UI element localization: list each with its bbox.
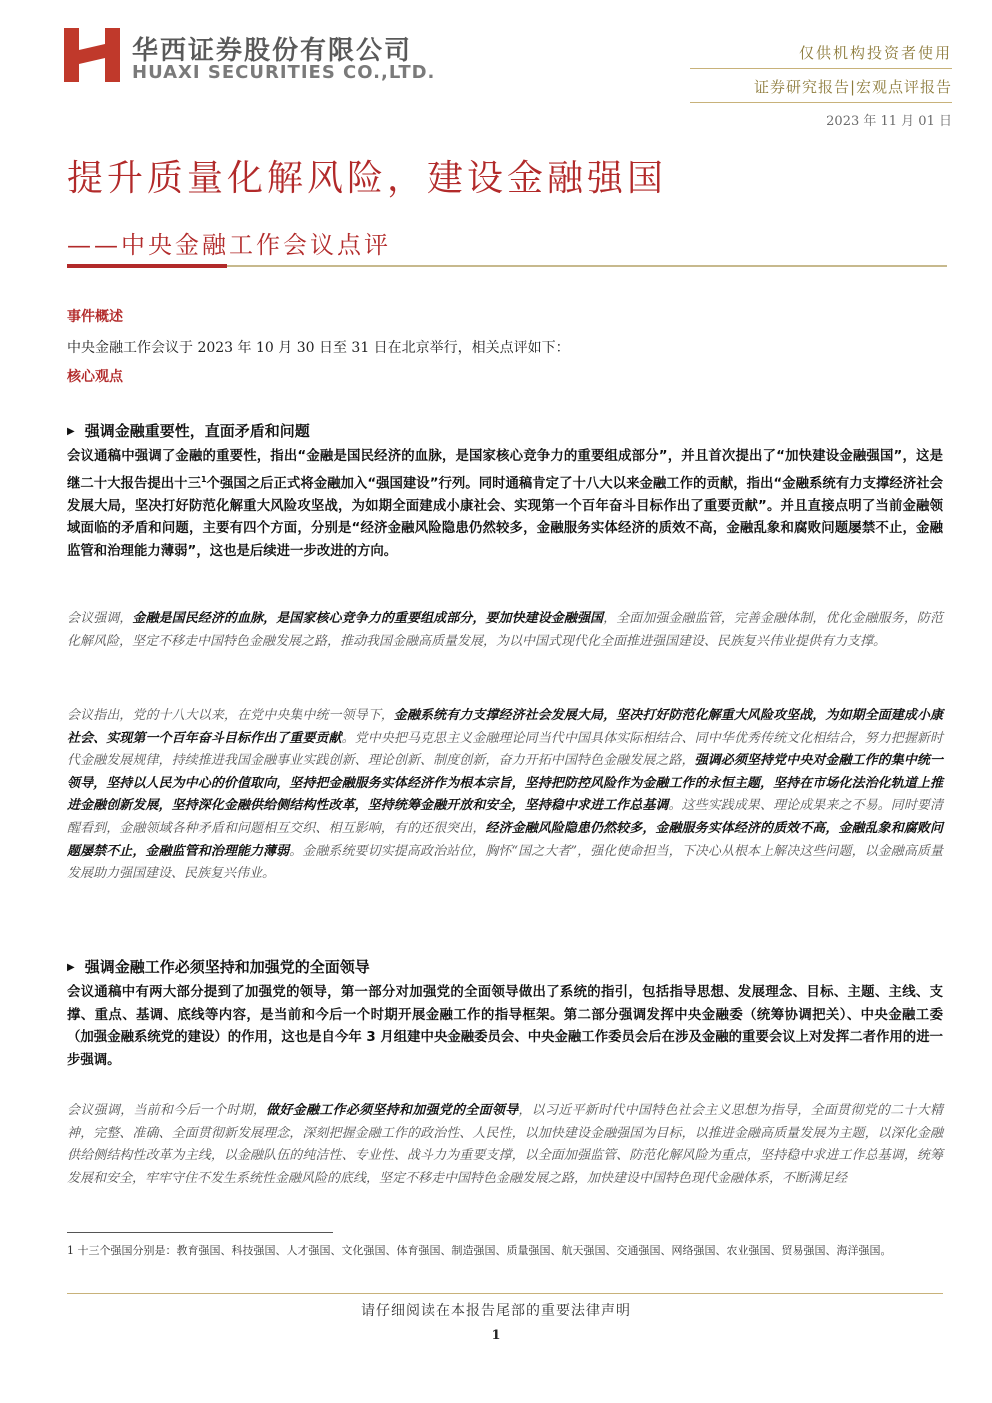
header-divider [690,68,952,69]
meeting-quote [67,1100,943,1190]
investor-notice: 仅供机构投资者使用 [798,44,952,62]
event-label: 事件概述 [67,309,123,325]
event-text: 中央金融工作会议于 2023 年 10 月 30 日至 31 日在北京举行，相关点评如下： [67,340,570,356]
triangle-bullet-icon: ▶ [67,426,75,437]
title-divider [227,265,947,267]
quote-text: ，以习近平新时代中国特色社会主义思想为指导，全面贯彻党的二十大精神，完整、准确、全面贯彻新发展理念，深刻把握金融工作的政治性、人民性，以加快建设金融强国为目标，以推进金融高质量发展为主题，以深化金融供给侧结构性改革为主线，以金融队伍的纯洁性、专业性、战斗力为重要支撑，以全面加强监管、防范化解风险为重点，坚持稳中求进工作总基调，统筹发展和安全，牢牢守住不发生系统性金融风险的底线，坚定不移走中国特色金融发展之路，加快建设中国特色现代金融体系，不断满足经 [67,1103,943,1186]
quote-text: 。金融系统要切实提高政治站位，胸怀“国之大者”，强化使命担当，下决心从根本上解决这些问题，以金融高质量发展助力强国建设、民族复兴伟业。 [67,843,943,882]
section-body: 会议通稿中有两大部分提到了加强党的领导，第一部分对加强党的全面领导做出了系统的指引，包括指导思想、发展理念、目标、主题、主线、支撑、重点、基调、底线等内容，是当前和今后一个时期开展金融工作的指导框架。第二部分强调发挥中央金融委（统筹协调把关）、中央金融工委（加强金融系统党的建设）的作用，这也是自今年 3 月组建中央金融委员会、中央金融工作委员会后在涉及金融的重要会议上对发挥二者作用的进一步强调。 [67,985,943,1068]
meeting-quote [67,705,943,886]
report-type: 证券研究报告|宏观点评报告 [753,78,952,96]
huaxi-logo [64,28,120,82]
quote-emphasis: 经济金融风险隐患仍然较多，金融服务实体经济的质效不高，金融乱象和腐败问题屡禁不止，金融监管和治理能力薄弱 [67,820,943,859]
page-number: 1 [491,1328,501,1343]
quote-emphasis: 做好金融工作必须坚持和加强党的全面领导 [266,1103,519,1118]
section-heading: ▶ 强调金融重要性，直面矛盾和问题 [67,422,310,440]
report-date: 2023 年 11 月 01 日 [826,114,952,129]
quote-emphasis: 金融系统有力支撑经济社会发展大局，坚决打好防范化解重大风险攻坚战，为如期全面建成小康社会、实现第一个百年奋斗目标作出了重要贡献 [67,708,943,746]
header-divider [690,102,952,103]
footnote: 1 十三个强国分别是：教育强国、科技强国、人才强国、文化强国、体育强国、制造强国、质量强国、航天强国、交通强国、网络强国、农业强国、贸易强国、海洋强国。 [67,1244,892,1257]
section-heading: ▶ 强调金融工作必须坚持和加强党的全面领导 [67,958,370,976]
report-title: 提升质量化解风险，建设金融强国 [67,158,668,199]
footnote-divider [67,1232,333,1233]
quote-emphasis: 强调必须坚持党中央对金融工作的集中统一领导，坚持以人民为中心的价值取向，坚持把金融服务实体经济作为根本宗旨，坚持把防控风险作为金融工作的永恒主题，坚持在市场化法治化轨道上推进金融创新发展，坚持深化金融供给侧结构性改革，坚持统筹金融开放和安全，坚持稳中求进工作总基调 [67,753,943,814]
title-divider-accent [67,264,227,268]
meeting-quote [67,608,943,653]
quote-text: 会议指出，党的十八大以来，在党中央集中统一领导下， [67,708,394,723]
footnote-marker: 1 [200,474,207,484]
triangle-bullet-icon: ▶ [67,962,75,973]
quote-text: 会议强调，当前和今后一个时期， [67,1103,267,1118]
section-body: 会议通稿中强调了金融的重要性，指出“金融是国民经济的血脉，是国家核心竞争力的重要组成部分”，并且首次提出了“加快建设金融强国”，这是继二十大报告提出十三$^1$个强国之后正式将金融加入“强国建设”行列。同时通稿肯定了十八大以来金融工作的贡献，指出“金融系统有力支撑经济社会发展大局，坚决打好防范化解重大风险攻坚战，为如期全面建成小康社会、实现第一个百年奋斗目标作出了重要贡献”。并且直接点明了当前金融领域面临的矛盾和问题，主要有四个方面，分别是“经济金融风险隐患仍然较多，金融服务实体经济的质效不高，金融乱象和腐败问题屡禁不止，金融监管和治理能力薄弱”，这也是后续进一步改进的方向。 [67,449,943,559]
company-name-en: HUAXI SECURITIES CO.,LTD. [132,62,436,83]
company-name-cn: 华西证券股份有限公司 [132,36,413,66]
footer-divider [67,1293,943,1294]
legal-notice: 请仔细阅读在本报告尾部的重要法律声明 [361,1303,631,1319]
quote-text: 。党中央把马克思主义金融理论同当代中国具体实际相结合、同中华优秀传统文化相结合，努力把握新时代金融发展规律，持续推进我国金融事业实践创新、理论创新、制度创新，奋力开拓中国特色金融发展之路， [67,730,943,769]
quote-text: ，全面加强金融监管，完善金融体制，优化金融服务，防范化解风险，坚定不移走中国特色金融发展之路，推动我国金融高质量发展，为以中国式现代化全面推进强国建设、民族复兴伟业提供有力支撑。 [67,611,943,649]
report-subtitle: ——中央金融工作会议点评 [67,231,391,259]
quote-text: 。这些实践成果、理论成果来之不易。同时要清醒看到，金融领域各种矛盾和问题相互交织、相互影响，有的还很突出， [67,798,943,836]
quote-emphasis: 金融是国民经济的血脉，是国家核心竞争力的重要组成部分，要加快建设金融强国 [132,611,604,626]
quote-text: 会议强调， [67,611,133,626]
core-views-label: 核心观点 [67,369,123,385]
